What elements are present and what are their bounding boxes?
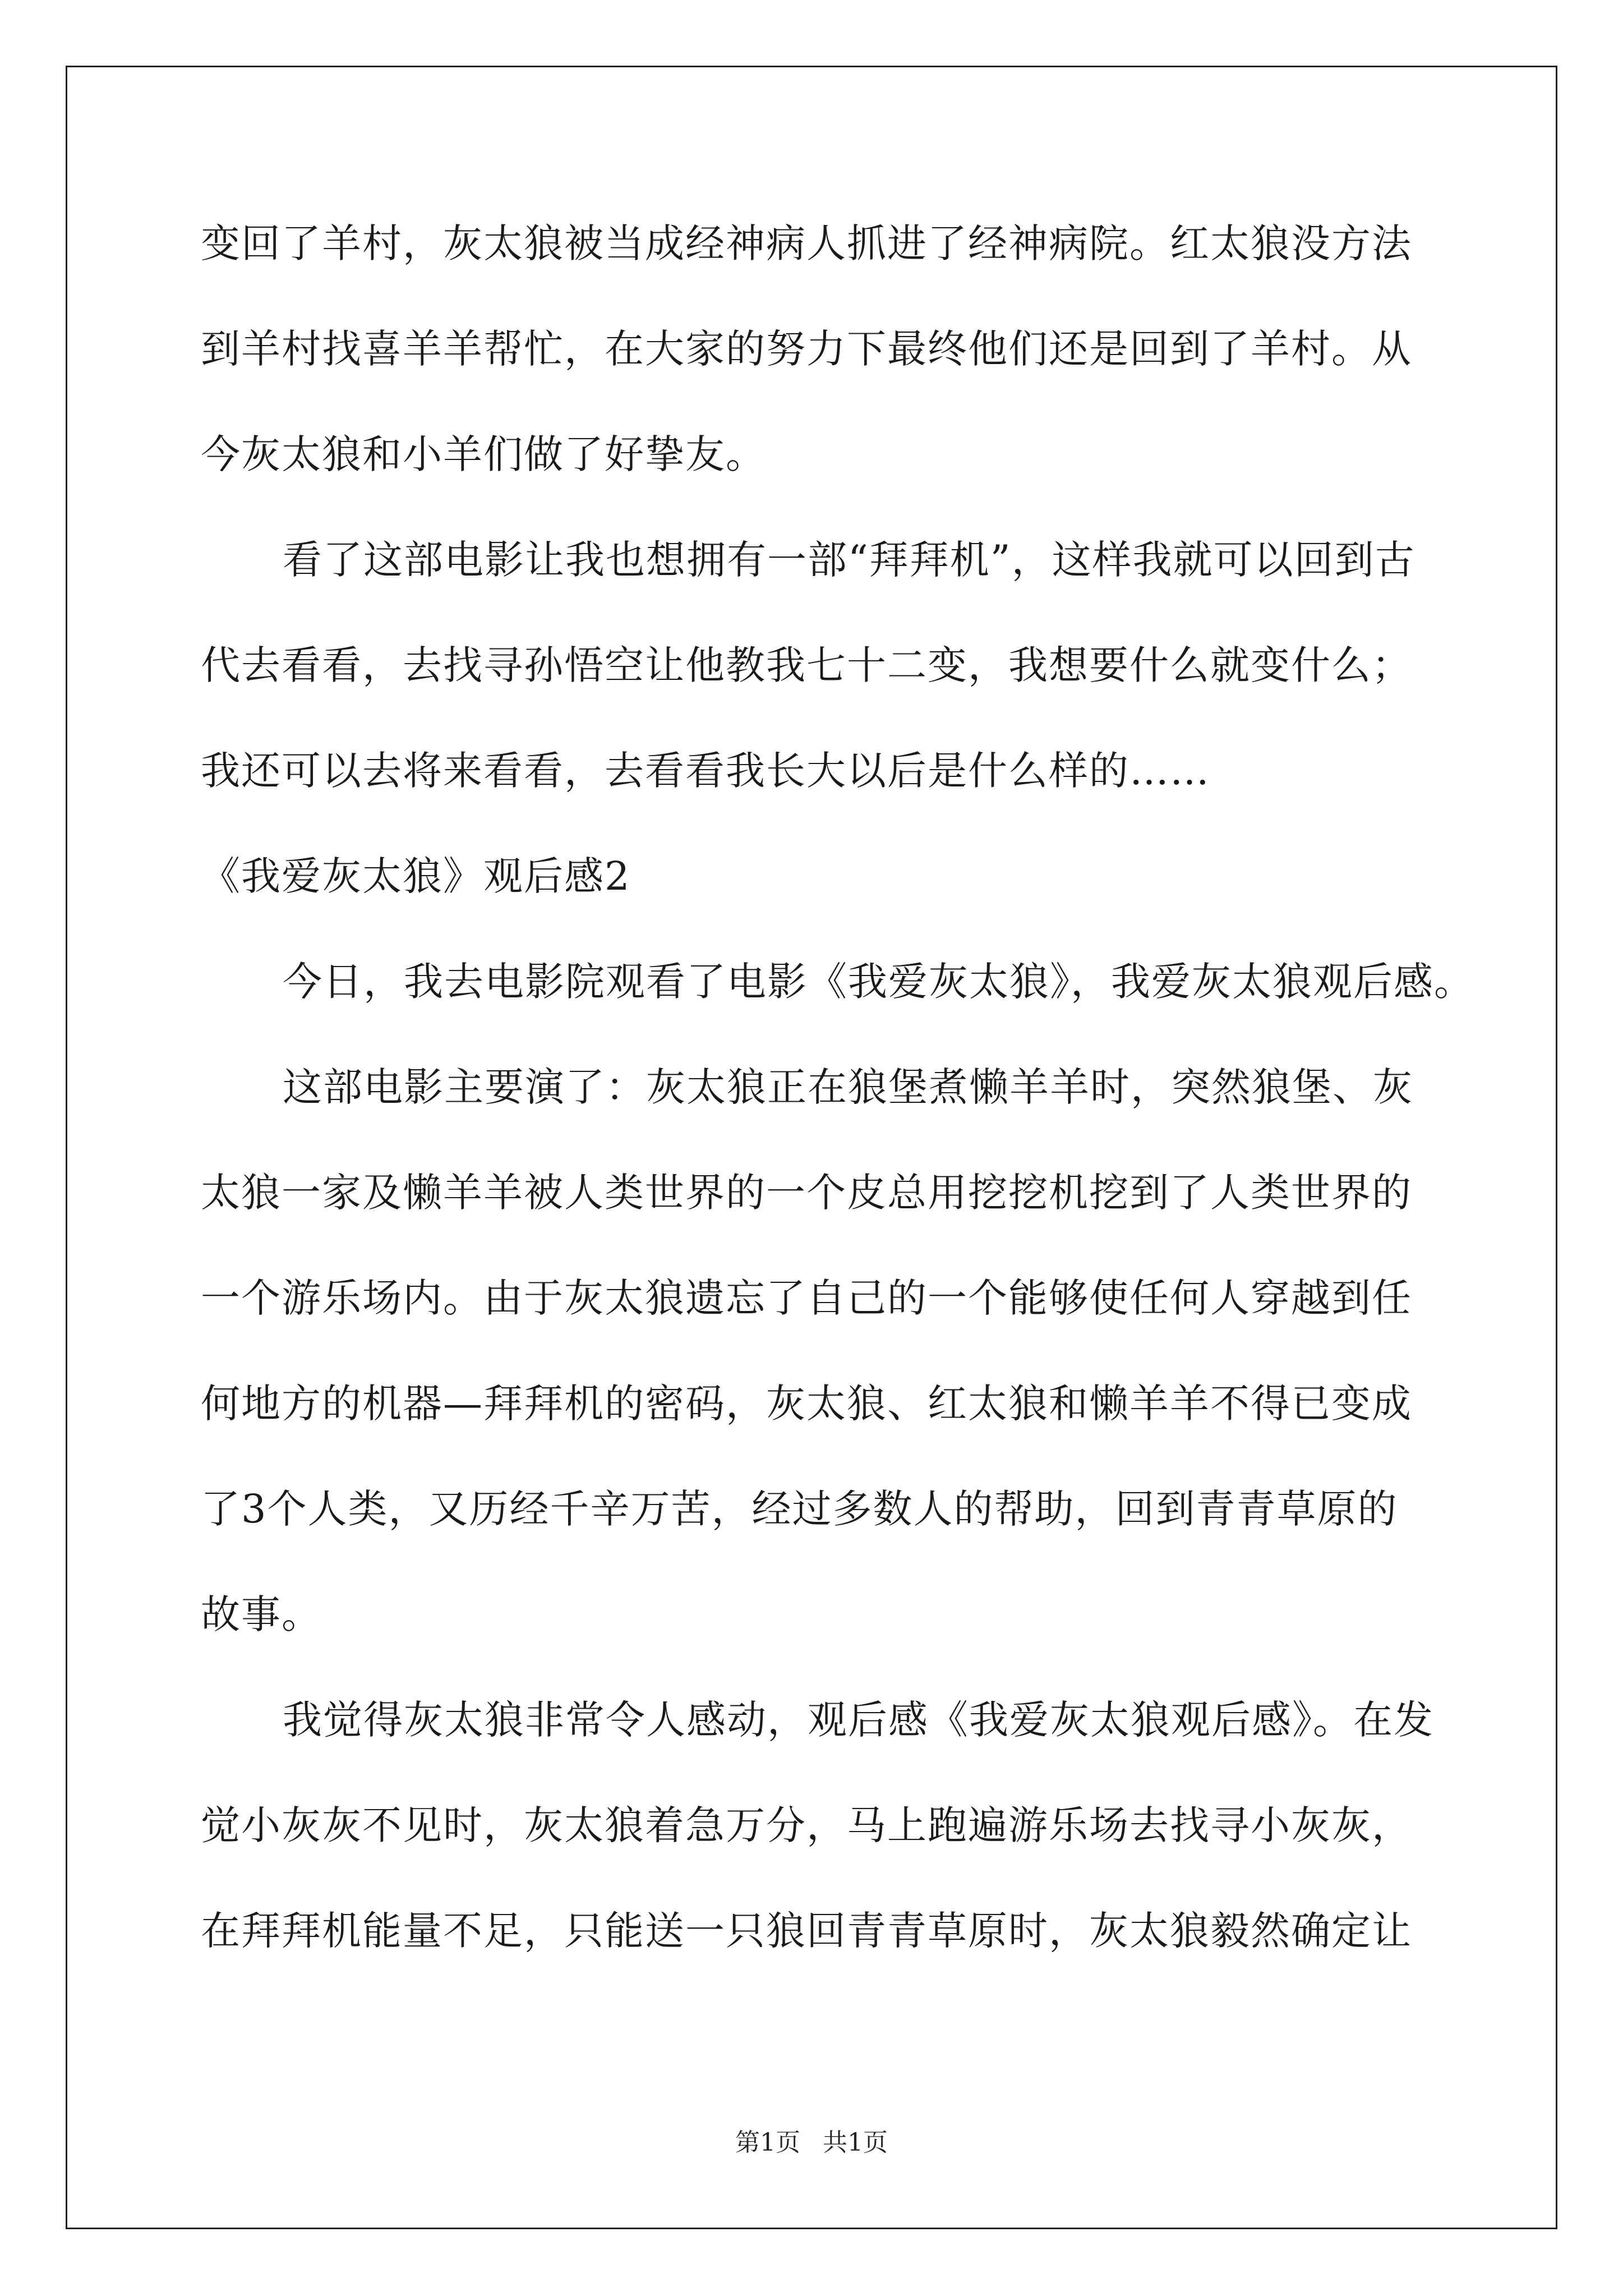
text-line: 何地方的机器—拜拜机的密码，灰太狼、红太狼和懒羊羊不得已变成 <box>201 1381 1412 1427</box>
text-line: 今灰太狼和小羊们做了好挚友。 <box>201 431 766 477</box>
text-line: 故事。 <box>201 1591 322 1637</box>
text-line: 觉小灰灰不见时，灰太狼着急万分，马上跑遍游乐场去找寻小灰灰， <box>201 1802 1412 1848</box>
document-body <box>201 191 1474 1984</box>
text-line: 我觉得灰太狼非常令人感动，观后感《我爱灰太狼观后感》。在发 <box>283 1697 1434 1743</box>
text-line: 这部电影主要演了：灰太狼正在狼堡煮懒羊羊时，突然狼堡、灰 <box>283 1064 1413 1110</box>
text-line: 代去看看，去找寻孙悟空让他教我七十二变，我想要什么就变什么； <box>201 642 1412 688</box>
text-line: 到羊村找喜羊羊帮忙，在大家的努力下最终他们还是回到了羊村。从 <box>201 326 1412 372</box>
page-footer <box>0 2126 1623 2160</box>
text-line: 我还可以去将来看看，去看看我长大以后是什么样的…… <box>201 748 1210 794</box>
text-line: 一个游乐场内。由于灰太狼遗忘了自己的一个能够使任何人穿越到任 <box>201 1275 1412 1321</box>
text-line: 在拜拜机能量不足，只能送一只狼回青青草原时，灰太狼毅然确定让 <box>201 1908 1412 1954</box>
page-number: 第1页 <box>735 2128 800 2157</box>
section-heading: 《我爱灰太狼》观后感2 <box>201 853 631 899</box>
page-total: 共1页 <box>823 2128 888 2157</box>
text-line: 了3个人类，又历经千辛万苦，经过多数人的帮助，回到青青草原的 <box>201 1486 1398 1532</box>
text-line: 太狼一家及懒羊羊被人类世界的一个皮总用挖挖机挖到了人类世界的 <box>201 1170 1412 1216</box>
text-line: 今日，我去电影院观看了电影《我爱灰太狼》，我爱灰太狼观后感。 <box>283 959 1474 1005</box>
text-line: 变回了羊村，灰太狼被当成经神病人抓进了经神病院。红太狼没方法 <box>201 220 1412 266</box>
text-line: 看了这部电影让我也想拥有一部“拜拜机”，这样我就可以回到古 <box>283 537 1415 583</box>
